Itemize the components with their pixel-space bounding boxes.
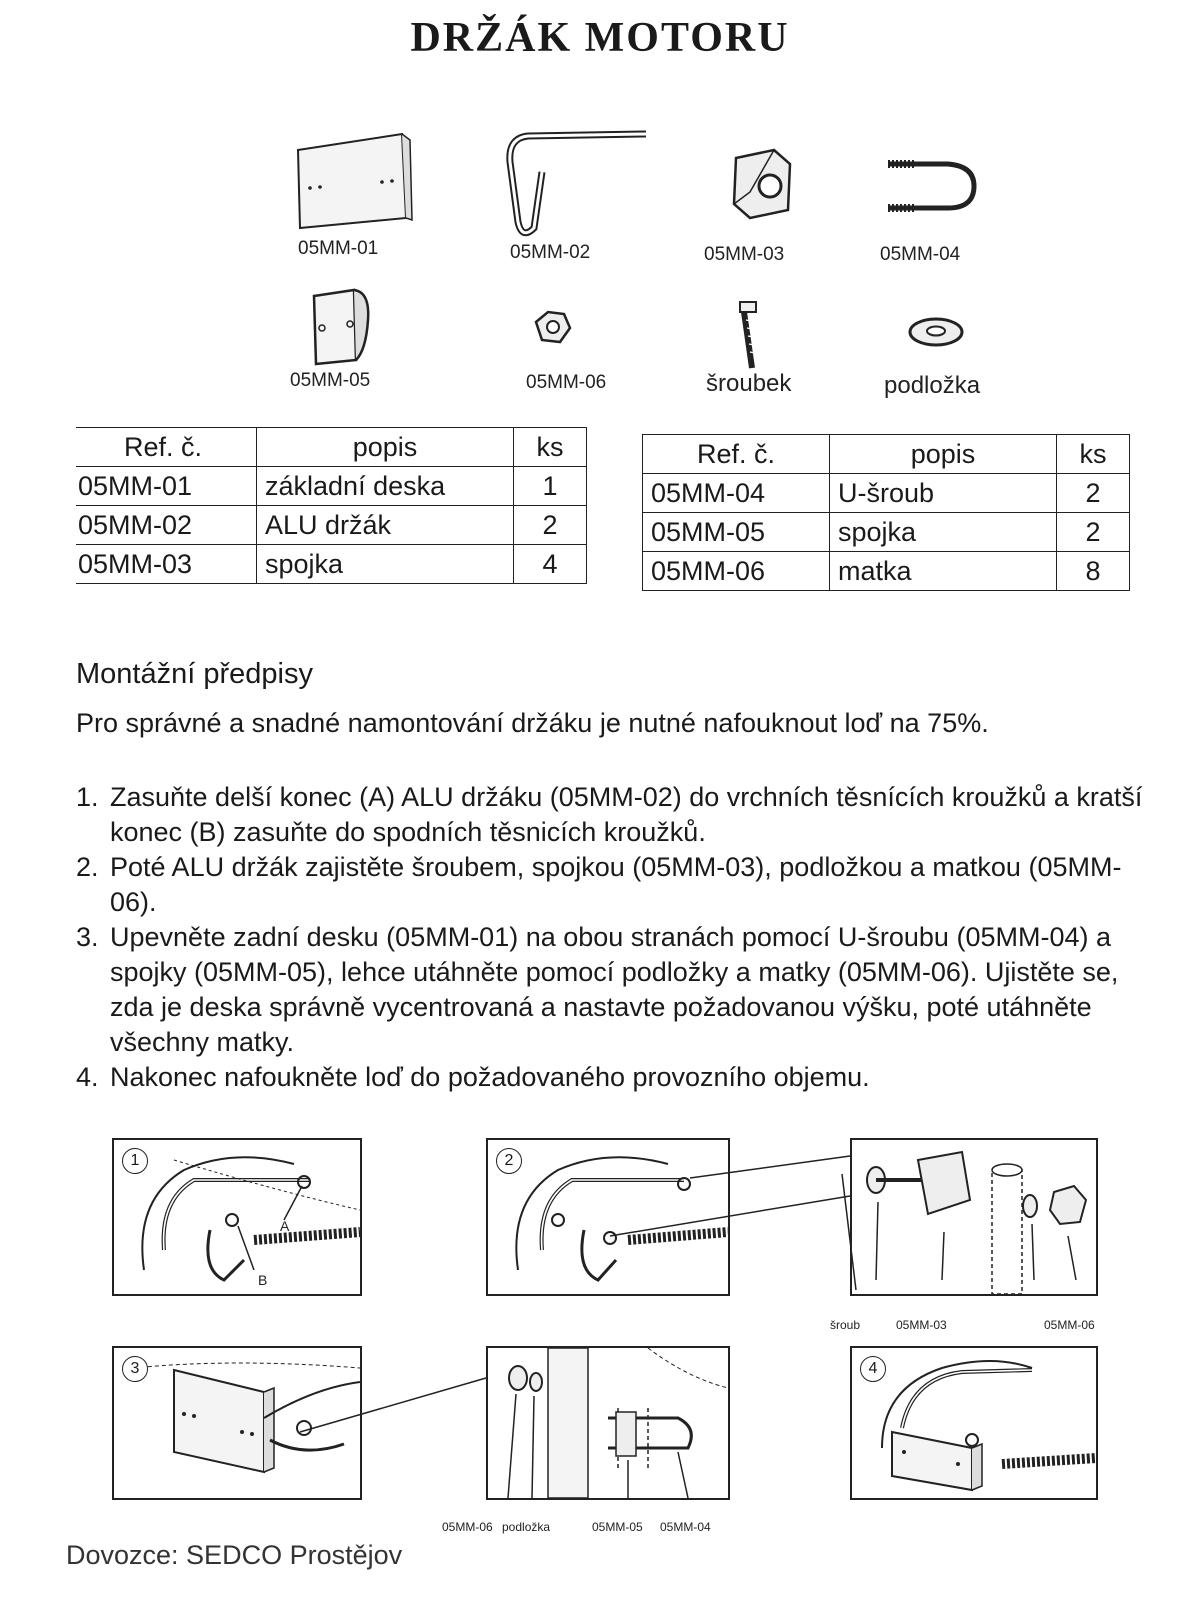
assembly-steps bbox=[76, 780, 1166, 1095]
importer-footer: Dovozce: SEDCO Prostějov bbox=[66, 1540, 403, 1570]
figure-number: 4 bbox=[860, 1356, 886, 1382]
base-plate-icon bbox=[290, 130, 420, 230]
part-label: šroubek bbox=[706, 370, 792, 397]
table-row bbox=[643, 513, 1130, 552]
table-row bbox=[76, 545, 587, 584]
parts-table-left bbox=[76, 427, 587, 584]
part-washer bbox=[884, 312, 1028, 408]
col-header-qty: ks bbox=[1057, 435, 1130, 474]
part-screw bbox=[706, 298, 832, 408]
col-header-ref: Ref. č. bbox=[643, 435, 830, 474]
step-item bbox=[76, 780, 1166, 850]
part-05mm-02 bbox=[498, 122, 658, 272]
step-item bbox=[76, 850, 1166, 920]
part-label: 05MM-05 bbox=[290, 370, 371, 391]
table-row bbox=[643, 552, 1130, 591]
step-number: 3. bbox=[76, 922, 99, 952]
callout-b: B bbox=[258, 1272, 268, 1288]
step-text: Zasuňte delší konec (A) ALU držáku (05MM-02) do vrchních těsnících kroužků a kratší konec (B) zasuňte do spodních těsnicích kroužků. bbox=[110, 782, 1143, 847]
cell-desc: základní deska bbox=[257, 467, 514, 506]
step-text: Nakonec nafoukněte loď do požadovaného provozního objemu. bbox=[110, 1062, 870, 1092]
document-title: DRŽÁK MOTORU bbox=[410, 15, 790, 61]
transom-bracket-illustration bbox=[114, 1140, 360, 1294]
callout-washer: podložka bbox=[502, 1520, 551, 1534]
step-item bbox=[76, 920, 1166, 1060]
step-text: Poté ALU držák zajistěte šroubem, spojkou (05MM-03), podložkou a matkou (05MM-06). bbox=[110, 852, 1122, 917]
intro-paragraph: Pro správné a snadné namontování držáku je nutné nafouknout loď na 75%. bbox=[76, 708, 989, 738]
completed-mount-illustration bbox=[852, 1348, 1096, 1498]
callout-screw: šroub bbox=[830, 1318, 861, 1332]
step-number: 2. bbox=[76, 852, 99, 882]
cell-ref: 05MM-01 bbox=[76, 467, 257, 506]
callout-05mm-06: 05MM-06 bbox=[442, 1520, 493, 1534]
cell-qty: 4 bbox=[514, 545, 587, 584]
figure-step-4 bbox=[850, 1346, 1098, 1500]
step-item bbox=[76, 1060, 1166, 1095]
cell-qty: 2 bbox=[514, 506, 587, 545]
part-05mm-04 bbox=[878, 150, 1008, 274]
col-header-ref: Ref. č. bbox=[76, 428, 257, 467]
cell-qty: 2 bbox=[1057, 513, 1130, 552]
figure-number: 3 bbox=[122, 1356, 148, 1382]
step-number: 4. bbox=[76, 1062, 99, 1092]
part-label: 05MM-01 bbox=[298, 238, 379, 259]
part-label: podložka bbox=[884, 372, 981, 399]
transom-bracket-illustration bbox=[488, 1140, 728, 1294]
figure-step-3-detail bbox=[486, 1346, 730, 1500]
figure-step-3 bbox=[112, 1346, 362, 1500]
cell-qty: 2 bbox=[1057, 474, 1130, 513]
col-header-desc: popis bbox=[257, 428, 514, 467]
cell-ref: 05MM-02 bbox=[76, 506, 257, 545]
part-05mm-01 bbox=[290, 130, 420, 260]
table-row bbox=[643, 474, 1130, 513]
figure-number: 1 bbox=[122, 1148, 148, 1174]
cell-desc: spojka bbox=[830, 513, 1057, 552]
part-label: 05MM-06 bbox=[526, 372, 607, 393]
figure-number: 2 bbox=[496, 1148, 522, 1174]
washer-icon bbox=[898, 312, 978, 352]
figure-step-1 bbox=[112, 1138, 362, 1296]
u-bolt-icon bbox=[878, 150, 998, 220]
part-05mm-06 bbox=[524, 306, 634, 406]
cell-desc: matka bbox=[830, 552, 1057, 591]
clamp-detail-illustration bbox=[852, 1140, 1096, 1294]
clamp-icon bbox=[714, 144, 814, 224]
figure-step-2-detail bbox=[850, 1138, 1098, 1296]
part-label: 05MM-03 bbox=[704, 244, 785, 265]
section-heading: Montážní předpisy bbox=[76, 658, 313, 690]
parts-table-right bbox=[642, 434, 1130, 591]
part-05mm-05 bbox=[292, 280, 402, 398]
part-label: 05MM-04 bbox=[880, 244, 961, 265]
callout-05mm-03: 05MM-03 bbox=[896, 1318, 947, 1332]
cell-desc: spojka bbox=[257, 545, 514, 584]
step-number: 1. bbox=[76, 782, 99, 812]
screw-icon bbox=[712, 298, 792, 378]
table-row bbox=[76, 467, 587, 506]
table-row bbox=[76, 506, 587, 545]
col-header-desc: popis bbox=[830, 435, 1057, 474]
cell-ref: 05MM-05 bbox=[643, 513, 830, 552]
cell-ref: 05MM-04 bbox=[643, 474, 830, 513]
cell-ref: 05MM-06 bbox=[643, 552, 830, 591]
connector-icon bbox=[292, 280, 392, 372]
step-text: Upevněte zadní desku (05MM-01) na obou stranách pomocí U-šroubu (05MM-04) a spojky (05MM-05), lehce utáhněte pomocí podložky a matky (05MM-06). Ujistěte se, zda je deska správně vycentrovaná a nastavte požadovanou výšku, poté utáhněte všechny matky. bbox=[110, 922, 1119, 1057]
cell-qty: 8 bbox=[1057, 552, 1130, 591]
cell-qty: 1 bbox=[514, 467, 587, 506]
cell-ref: 05MM-03 bbox=[76, 545, 257, 584]
callout-05mm-04: 05MM-04 bbox=[660, 1520, 711, 1534]
nut-icon bbox=[524, 306, 584, 356]
callout-05mm-06: 05MM-06 bbox=[1044, 1318, 1095, 1332]
cell-desc: ALU držák bbox=[257, 506, 514, 545]
alu-bracket-icon bbox=[498, 122, 658, 242]
figure-step-2 bbox=[486, 1138, 730, 1296]
part-label: 05MM-02 bbox=[510, 242, 591, 263]
col-header-qty: ks bbox=[514, 428, 587, 467]
cell-desc: U-šroub bbox=[830, 474, 1057, 513]
part-05mm-03 bbox=[704, 144, 824, 274]
u-bolt-detail-illustration bbox=[488, 1348, 728, 1498]
callout-a: A bbox=[280, 1218, 290, 1234]
callout-05mm-05: 05MM-05 bbox=[592, 1520, 643, 1534]
base-plate-mount-illustration bbox=[114, 1348, 360, 1498]
